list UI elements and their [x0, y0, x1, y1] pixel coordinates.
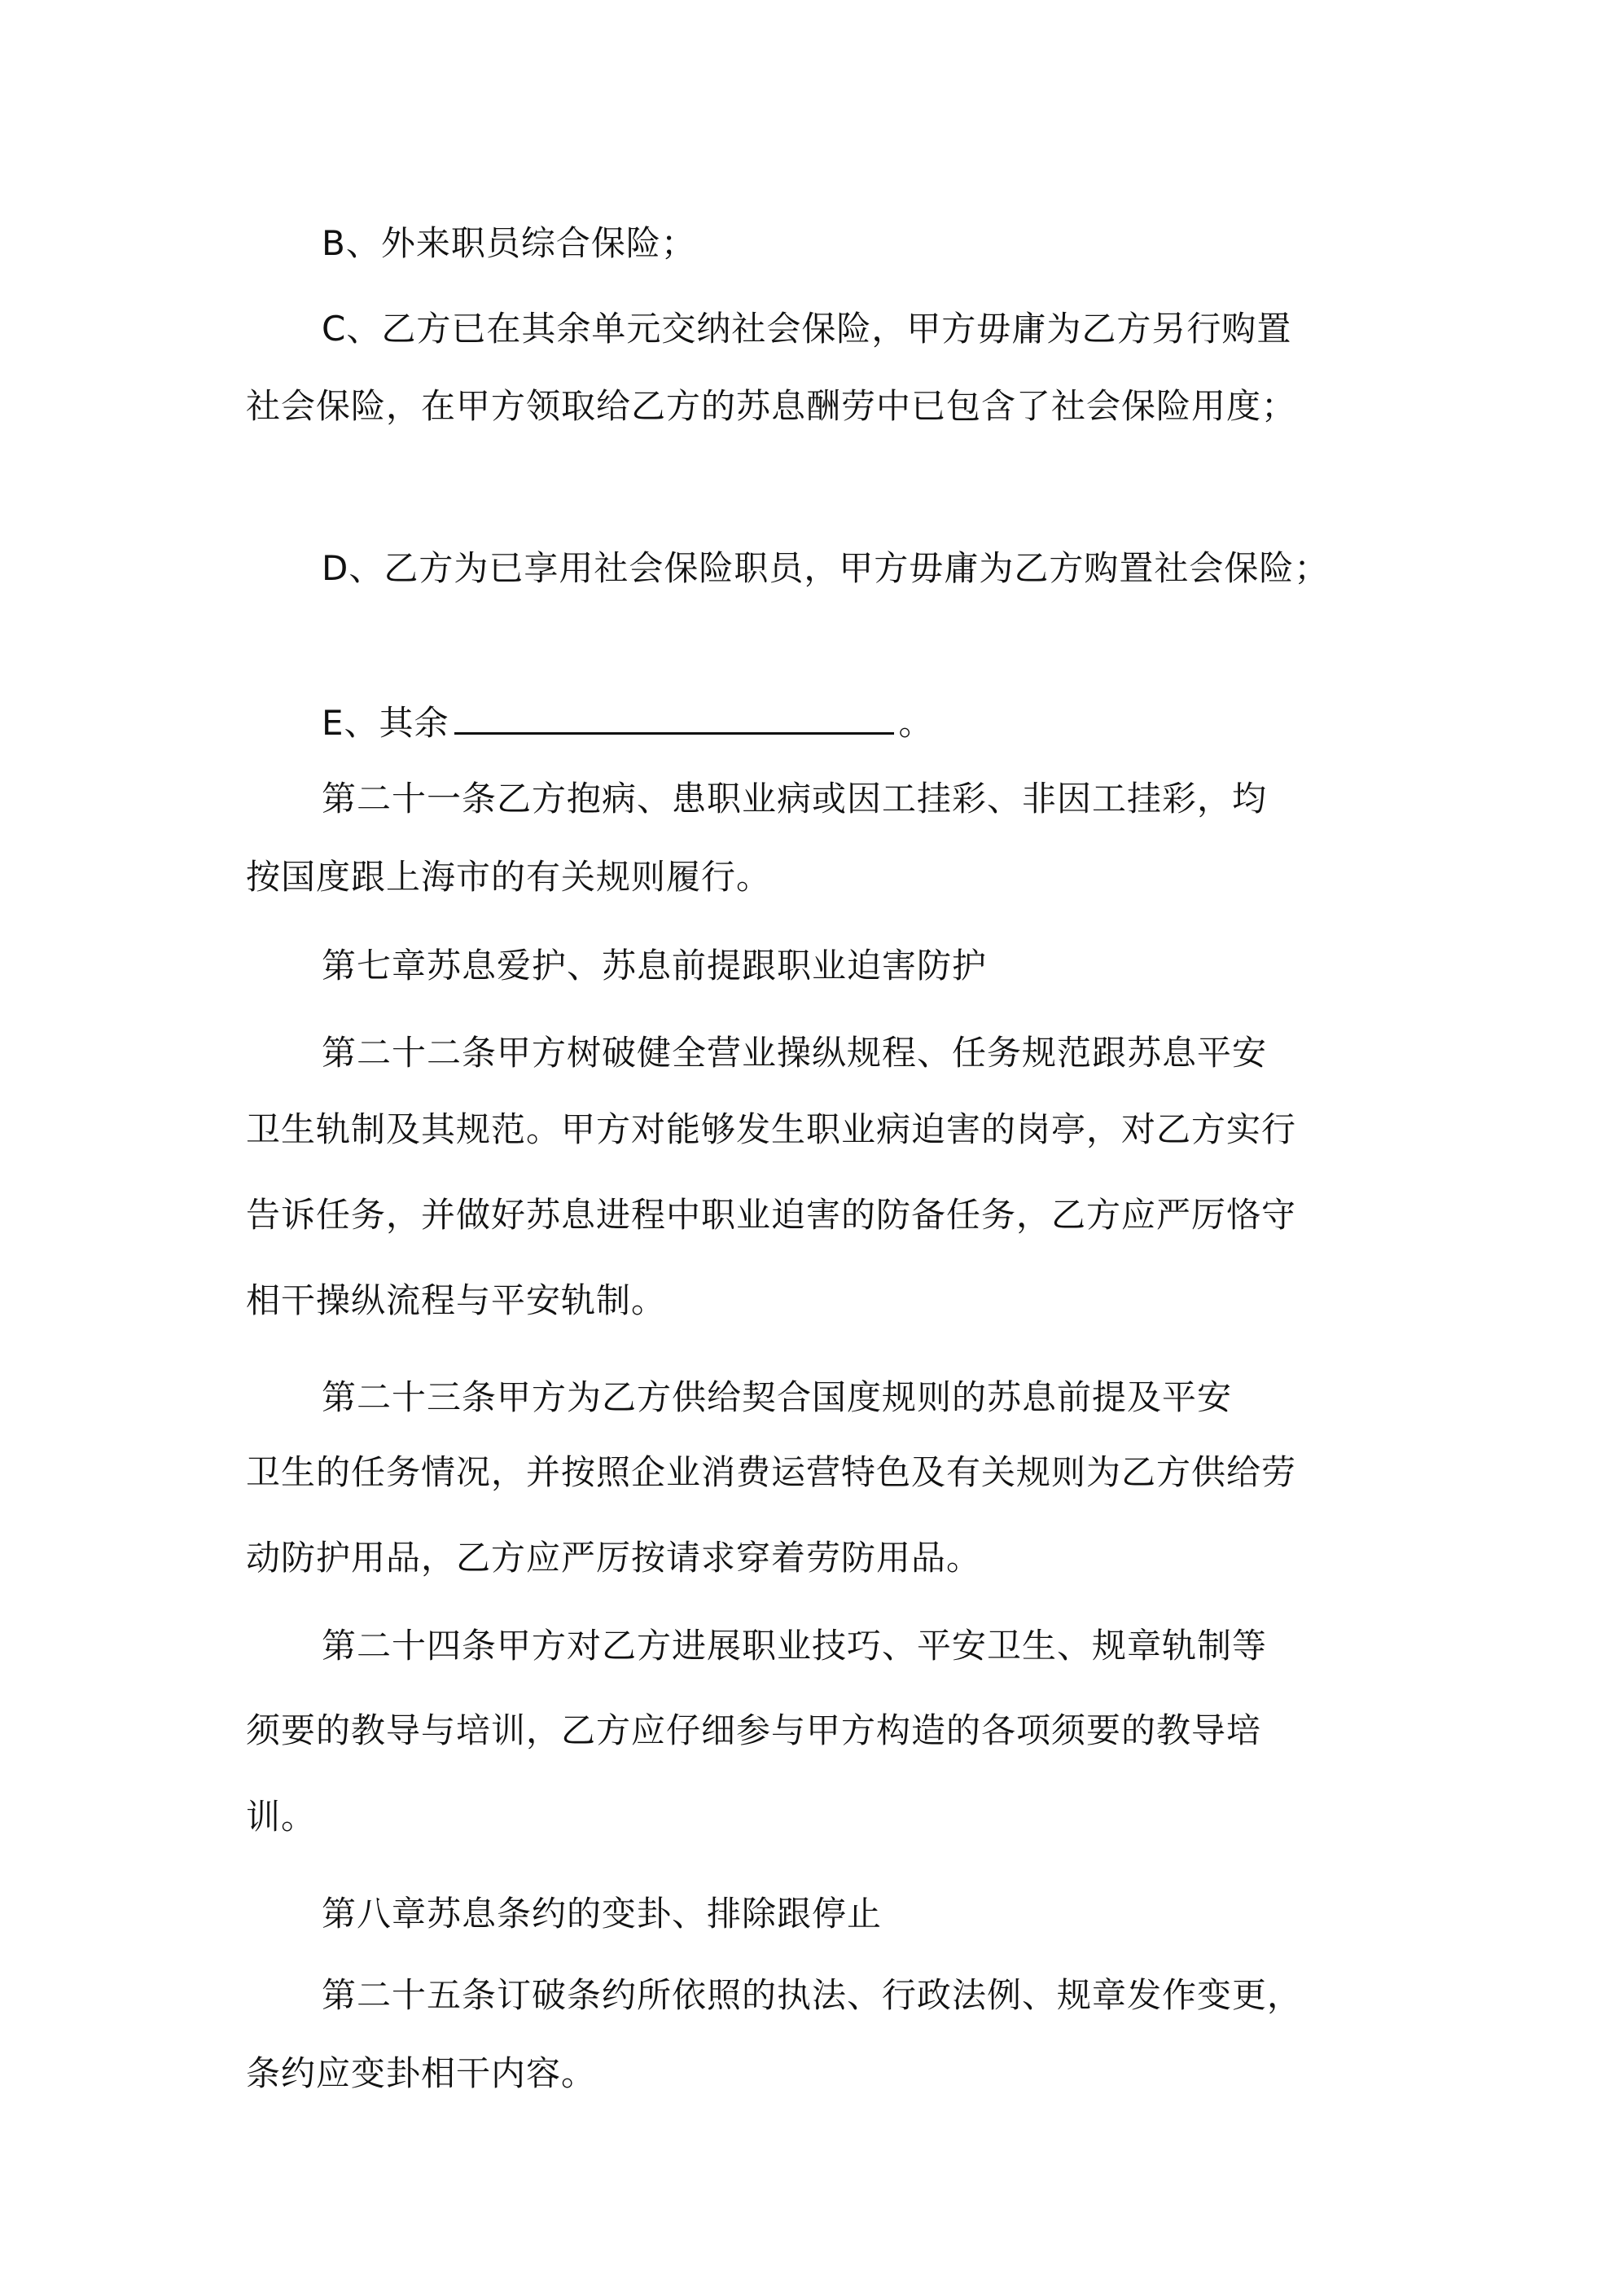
item-d: D、乙方为已享用社会保险职员，甲方毋庸为乙方购置社会保险；	[322, 548, 1330, 588]
chapter-8-heading: 第八章苏息条约的变卦、排除跟停止	[322, 1894, 883, 1934]
item-c-line1: C、乙方已在其余单元交纳社会保险，甲方毋庸为乙方另行购置	[322, 309, 1292, 349]
fill-in-blank	[454, 705, 894, 735]
item-e	[322, 702, 934, 744]
item-b: B、外来职员综合保险；	[322, 223, 696, 263]
article-25-line2: 条约应变卦相干内容。	[246, 2053, 597, 2093]
article-25-line1: 第二十五条订破条约所依照的执法、行政法例、规章发作变更，	[322, 1975, 1303, 2015]
item-e-label: E、其余	[322, 703, 449, 743]
article-22-line2: 卫生轨制及其规范。甲方对能够发生职业病迫害的岗亭，对乙方实行	[246, 1109, 1297, 1149]
article-24-line2: 须要的教导与培训，乙方应仔细参与甲方构造的各项须要的教导培	[246, 1710, 1262, 1750]
article-21-line2: 按国度跟上海市的有关规则履行。	[246, 857, 772, 897]
article-21-line1: 第二十一条乙方抱病、患职业病或因工挂彩、非因工挂彩，均	[322, 779, 1268, 819]
article-22-line3: 告诉任务，并做好苏息进程中职业迫害的防备任务，乙方应严厉恪守	[246, 1195, 1297, 1235]
article-24-line3: 训。	[246, 1797, 317, 1837]
item-e-end: 。	[898, 703, 934, 743]
article-22-line1: 第二十二条甲方树破健全营业操纵规程、任务规范跟苏息平安	[322, 1033, 1268, 1073]
article-23-line2: 卫生的任务情况，并按照企业消费运营特色及有关规则为乙方供给劳	[246, 1452, 1297, 1492]
article-22-line4: 相干操纵流程与平安轨制。	[246, 1280, 667, 1320]
article-23-line3: 动防护用品，乙方应严厉按请求穿着劳防用品。	[246, 1538, 982, 1578]
article-24-line1: 第二十四条甲方对乙方进展职业技巧、平安卫生、规章轨制等	[322, 1626, 1268, 1666]
article-23-line1: 第二十三条甲方为乙方供给契合国度规则的苏息前提及平安	[322, 1377, 1233, 1417]
chapter-7-heading: 第七章苏息爱护、苏息前提跟职业迫害防护	[322, 946, 988, 986]
item-c-line2: 社会保险，在甲方领取给乙方的苏息酬劳中已包含了社会保险用度；	[246, 386, 1297, 426]
